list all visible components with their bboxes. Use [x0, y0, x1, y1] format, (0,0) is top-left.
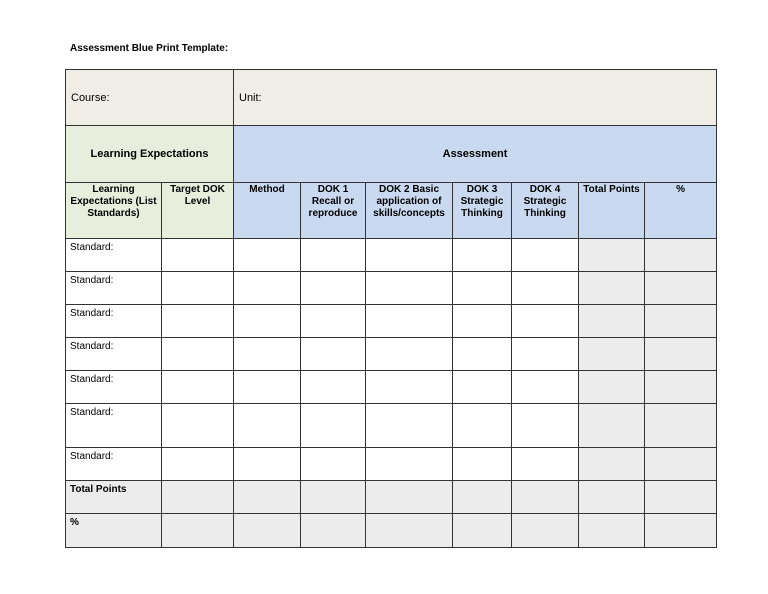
pct-target-cell[interactable]: [162, 514, 234, 548]
header-method: Method: [234, 183, 301, 239]
dok1-cell[interactable]: [301, 305, 366, 338]
pct-dok3-cell[interactable]: [453, 514, 512, 548]
header-target-dok: Target DOK Level: [162, 183, 234, 239]
header-learning-expectations: Learning Expectations (List Standards): [66, 183, 162, 239]
target-dok-cell[interactable]: [162, 371, 234, 404]
pct-dok2-cell[interactable]: [366, 514, 453, 548]
table-row: [66, 404, 717, 448]
percent-cell[interactable]: [645, 239, 717, 272]
dok3-cell[interactable]: [453, 239, 512, 272]
method-cell[interactable]: [234, 404, 301, 448]
dok1-cell[interactable]: [301, 272, 366, 305]
dok2-cell[interactable]: [366, 371, 453, 404]
dok3-cell[interactable]: [453, 305, 512, 338]
total-target-cell[interactable]: [162, 481, 234, 514]
total-points-row: [66, 481, 717, 514]
table-row: [66, 338, 717, 371]
pct-total-cell[interactable]: [579, 514, 645, 548]
dok1-cell[interactable]: [301, 404, 366, 448]
pct-dok1-cell[interactable]: [301, 514, 366, 548]
pct-method-cell[interactable]: [234, 514, 301, 548]
dok2-cell[interactable]: [366, 239, 453, 272]
total-percent-cell[interactable]: [645, 481, 717, 514]
total-dok2-cell[interactable]: [366, 481, 453, 514]
header-dok4: DOK 4 Strategic Thinking: [512, 183, 579, 239]
header-dok1: DOK 1 Recall or reproduce: [301, 183, 366, 239]
standard-label[interactable]: Standard:: [66, 305, 162, 338]
percent-cell[interactable]: [645, 371, 717, 404]
target-dok-cell[interactable]: [162, 305, 234, 338]
table-row: [66, 305, 717, 338]
total-dok4-cell[interactable]: [512, 481, 579, 514]
target-dok-cell[interactable]: [162, 272, 234, 305]
dok3-cell[interactable]: [453, 404, 512, 448]
target-dok-cell[interactable]: [162, 338, 234, 371]
method-cell[interactable]: [234, 338, 301, 371]
dok1-cell[interactable]: [301, 371, 366, 404]
total-points-cell[interactable]: [579, 404, 645, 448]
dok2-cell[interactable]: [366, 338, 453, 371]
dok3-cell[interactable]: [453, 338, 512, 371]
dok4-cell[interactable]: [512, 338, 579, 371]
standard-label[interactable]: Standard:: [66, 272, 162, 305]
target-dok-cell[interactable]: [162, 239, 234, 272]
standard-label[interactable]: Standard:: [66, 239, 162, 272]
method-cell[interactable]: [234, 305, 301, 338]
dok4-cell[interactable]: [512, 404, 579, 448]
method-cell[interactable]: [234, 371, 301, 404]
table-row: [66, 272, 717, 305]
learning-expectations-heading: Learning Expectations: [66, 126, 234, 183]
standard-label[interactable]: Standard:: [66, 338, 162, 371]
dok1-cell[interactable]: [301, 338, 366, 371]
assessment-heading: Assessment: [234, 126, 717, 183]
dok4-cell[interactable]: [512, 371, 579, 404]
total-points-label: Total Points: [66, 481, 162, 514]
document-title: Assessment Blue Print Template:: [70, 43, 229, 54]
dok1-cell[interactable]: [301, 448, 366, 481]
dok2-cell[interactable]: [366, 305, 453, 338]
percent-label: %: [66, 514, 162, 548]
method-cell[interactable]: [234, 448, 301, 481]
pct-dok4-cell[interactable]: [512, 514, 579, 548]
percent-cell[interactable]: [645, 305, 717, 338]
header-total-points: Total Points: [579, 183, 645, 239]
total-points-cell[interactable]: [579, 272, 645, 305]
percent-cell[interactable]: [645, 272, 717, 305]
dok4-cell[interactable]: [512, 448, 579, 481]
total-points-cell[interactable]: [579, 338, 645, 371]
target-dok-cell[interactable]: [162, 448, 234, 481]
percent-cell[interactable]: [645, 404, 717, 448]
standard-label[interactable]: Standard:: [66, 448, 162, 481]
header-dok3: DOK 3 Strategic Thinking: [453, 183, 512, 239]
table-row: [66, 239, 717, 272]
course-field[interactable]: Course:: [66, 70, 234, 126]
total-dok3-cell[interactable]: [453, 481, 512, 514]
standard-label[interactable]: Standard:: [66, 371, 162, 404]
percent-cell[interactable]: [645, 448, 717, 481]
dok3-cell[interactable]: [453, 448, 512, 481]
total-method-cell[interactable]: [234, 481, 301, 514]
percent-row: [66, 514, 717, 548]
dok4-cell[interactable]: [512, 272, 579, 305]
percent-cell[interactable]: [645, 338, 717, 371]
dok2-cell[interactable]: [366, 404, 453, 448]
header-percent: %: [645, 183, 717, 239]
dok2-cell[interactable]: [366, 272, 453, 305]
table-row: [66, 371, 717, 404]
table-row: [66, 448, 717, 481]
dok4-cell[interactable]: [512, 239, 579, 272]
total-points-cell[interactable]: [579, 371, 645, 404]
total-total-cell[interactable]: [579, 481, 645, 514]
dok3-cell[interactable]: [453, 272, 512, 305]
total-points-cell[interactable]: [579, 305, 645, 338]
method-cell[interactable]: [234, 239, 301, 272]
target-dok-cell[interactable]: [162, 404, 234, 448]
dok1-cell[interactable]: [301, 239, 366, 272]
unit-field[interactable]: Unit:: [234, 70, 717, 126]
method-cell[interactable]: [234, 272, 301, 305]
dok3-cell[interactable]: [453, 371, 512, 404]
total-points-cell[interactable]: [579, 448, 645, 481]
pct-percent-cell[interactable]: [645, 514, 717, 548]
dok4-cell[interactable]: [512, 305, 579, 338]
total-points-cell[interactable]: [579, 239, 645, 272]
standard-label[interactable]: Standard:: [66, 404, 162, 448]
total-dok1-cell[interactable]: [301, 481, 366, 514]
dok2-cell[interactable]: [366, 448, 453, 481]
blueprint-table: [65, 69, 717, 548]
header-dok2: DOK 2 Basic application of skills/concepts: [366, 183, 453, 239]
